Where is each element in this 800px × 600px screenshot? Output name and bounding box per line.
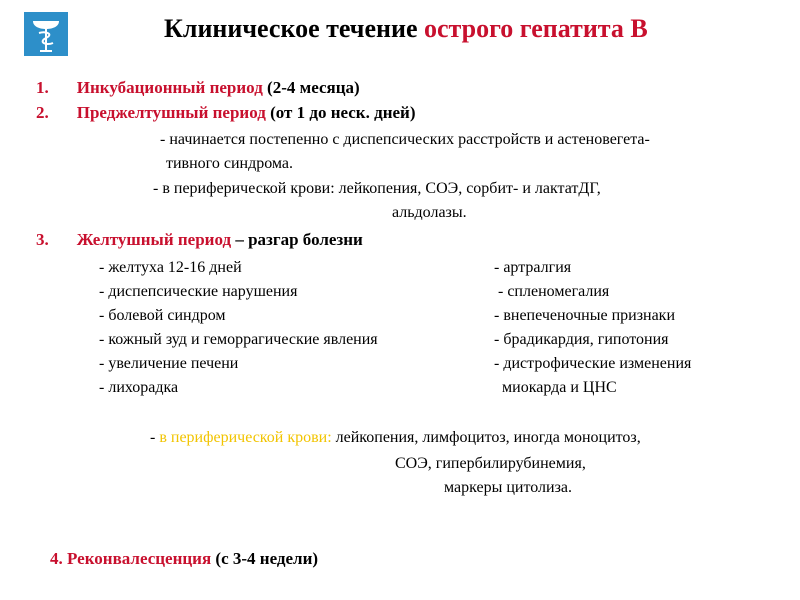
icteric-blood-line-2: СОЭ, гипербилирубинемия, xyxy=(395,455,586,472)
caduceus-icon xyxy=(24,12,68,56)
pre-icteric-line-2: тивного синдрома. xyxy=(166,155,294,172)
list-item-pre-icteric: 2. Преджелтушный период (от 1 до неск. дней) xyxy=(36,103,416,122)
list-item-incubation: 1. Инкубационный период (2-4 месяца) xyxy=(36,78,360,97)
icteric-blood-line-3: маркеры цитолиза. xyxy=(444,479,573,496)
symptom-left-4: - кожный зуд и геморрагические явления xyxy=(99,331,378,348)
pre-icteric-line-4: альдолазы. xyxy=(392,204,467,221)
symptom-right-2: - спленомегалия xyxy=(494,283,610,300)
symptom-right-4: - брадикардия, гипотония xyxy=(494,331,669,348)
list-item-convalescence: 4. Реконвалесценция (с 3-4 недели) xyxy=(50,549,319,568)
list-item-icteric: 3. Желтушный период – разгар болезни xyxy=(36,230,363,249)
symptom-right-6: миокарда и ЦНС xyxy=(494,379,617,396)
symptom-left-1: - желтуха 12-16 дней xyxy=(99,259,242,276)
symptom-left-6: - лихорадка xyxy=(99,379,179,396)
symptom-left-3: - болевой синдром xyxy=(99,307,226,324)
symptom-left-5: - увеличение печени xyxy=(99,355,239,372)
icteric-blood-line-1: - в периферической крови: лейкопения, лимфоцитоз, иногда моноцитоз, xyxy=(150,429,641,446)
logo xyxy=(24,12,68,56)
pre-icteric-line-1: - начинается постепенно с диспепсических расстройств и астеновегета- xyxy=(160,131,650,148)
symptom-right-1: - артралгия xyxy=(494,259,572,276)
symptom-right-5: - дистрофические изменения xyxy=(494,355,692,372)
page-title: Клиническое течение острого гепатита В xyxy=(164,14,648,43)
pre-icteric-line-3: - в периферической крови: лейкопения, СОЭ, сорбит- и лактатДГ, xyxy=(153,180,601,197)
symptom-right-3: - внепеченочные признаки xyxy=(494,307,676,324)
symptom-left-2: - диспепсические нарушения xyxy=(99,283,298,300)
